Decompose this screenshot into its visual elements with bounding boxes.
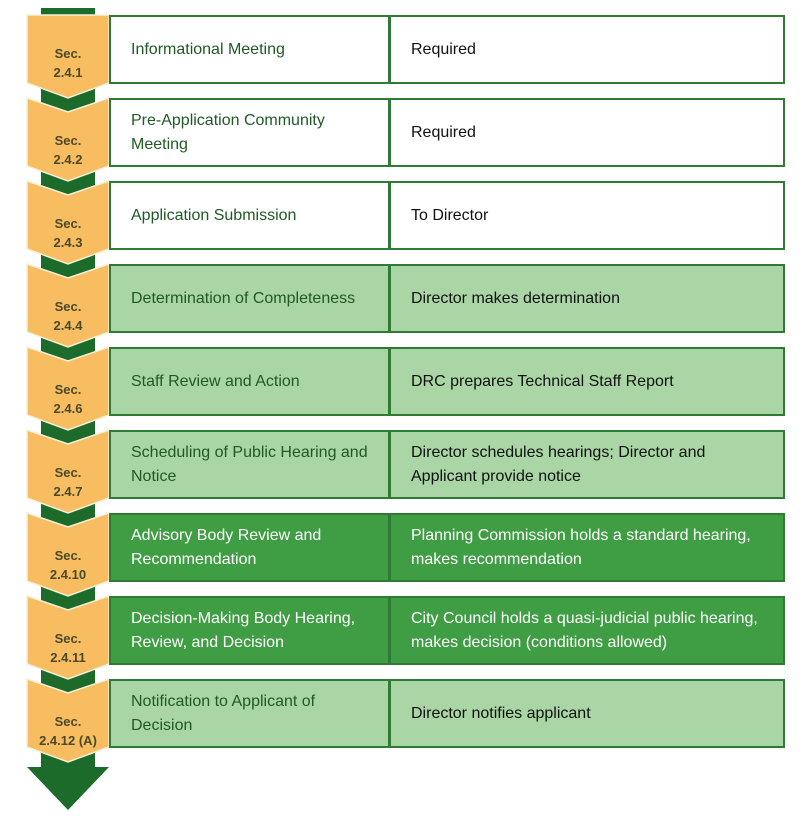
- section-number: 2.4.4: [53, 318, 83, 333]
- section-number: 2.4.12 (A): [39, 733, 97, 748]
- section-number: Sec.: [54, 216, 82, 231]
- step-name: Decision-Making Body Hearing, Review, and Decision: [131, 609, 356, 651]
- step-description-cell: [389, 513, 785, 582]
- step-name-cell: [109, 15, 390, 84]
- section-number: 2.4.7: [53, 484, 83, 499]
- section-number: 2.4.1: [53, 65, 83, 80]
- section-badge: [27, 211, 109, 255]
- step-name-cell: [109, 513, 390, 582]
- section-number: Sec.: [54, 465, 82, 480]
- step-name: Staff Review and Action: [131, 372, 300, 390]
- step-description-cell: [389, 98, 785, 167]
- section-badge: [27, 460, 109, 504]
- step-name-cell: [109, 181, 390, 250]
- section-number: Sec.: [54, 631, 82, 646]
- process-step: [0, 98, 804, 181]
- step-name: Pre-Application Community Meeting: [131, 111, 325, 153]
- step-name: Informational Meeting: [131, 40, 285, 58]
- step-name-cell: [109, 347, 390, 416]
- step-description-cell: [389, 181, 785, 250]
- section-number: 2.4.6: [53, 401, 83, 416]
- section-number: Sec.: [54, 714, 82, 729]
- step-description: Required: [411, 40, 476, 58]
- step-description: To Director: [411, 206, 489, 224]
- process-step: [0, 347, 804, 430]
- process-step: [0, 513, 804, 596]
- step-description-cell: [389, 264, 785, 333]
- section-number: 2.4.3: [53, 235, 83, 250]
- step-description: Director makes determination: [411, 289, 620, 307]
- section-number: Sec.: [54, 299, 82, 314]
- step-description-cell: [389, 430, 785, 499]
- section-number: Sec.: [54, 548, 82, 563]
- step-description-cell: [389, 347, 785, 416]
- step-name-cell: [109, 264, 390, 333]
- section-number: 2.4.11: [50, 650, 86, 665]
- step-description: Director notifies applicant: [411, 704, 591, 722]
- step-name: Determination of Completeness: [131, 289, 356, 307]
- step-name: Application Submission: [131, 206, 297, 224]
- section-badge: [27, 128, 109, 172]
- section-number: Sec.: [54, 46, 82, 61]
- step-description: Required: [411, 123, 476, 141]
- step-description: City Council holds a quasi-judicial public hearing, makes decision (conditions allowed): [411, 609, 758, 651]
- section-number: 2.4.10: [49, 567, 87, 582]
- section-badge: [27, 294, 109, 338]
- step-description: DRC prepares Technical Staff Report: [411, 372, 674, 390]
- section-badge: [27, 709, 109, 753]
- process-step: [0, 679, 804, 762]
- step-description-cell: [389, 596, 785, 665]
- section-number: Sec.: [54, 133, 82, 148]
- step-description-cell: [389, 15, 785, 84]
- step-description: Planning Commission holds a standard hearing, makes recommendation: [411, 526, 751, 568]
- section-number: Sec.: [54, 382, 82, 397]
- section-badge: [27, 41, 109, 85]
- process-step: [0, 596, 804, 679]
- step-description: Director schedules hearings; Director and Applicant provide notice: [411, 443, 706, 485]
- step-name: Notification to Applicant of Decision: [131, 692, 316, 734]
- process-step: [0, 264, 804, 347]
- step-name: Scheduling of Public Hearing and Notice: [131, 443, 368, 485]
- step-name-cell: [109, 430, 390, 499]
- process-step: [0, 181, 804, 264]
- process-step: [0, 430, 804, 513]
- section-badge: [27, 626, 109, 670]
- section-badge: [27, 543, 109, 587]
- step-description-cell: [389, 679, 785, 748]
- step-name-cell: [109, 679, 390, 748]
- step-name: Advisory Body Review and Recommendation: [131, 526, 322, 568]
- step-name-cell: [109, 596, 390, 665]
- section-badge: [27, 377, 109, 421]
- step-name-cell: [109, 98, 390, 167]
- section-number: 2.4.2: [53, 152, 83, 167]
- process-step: [0, 15, 804, 98]
